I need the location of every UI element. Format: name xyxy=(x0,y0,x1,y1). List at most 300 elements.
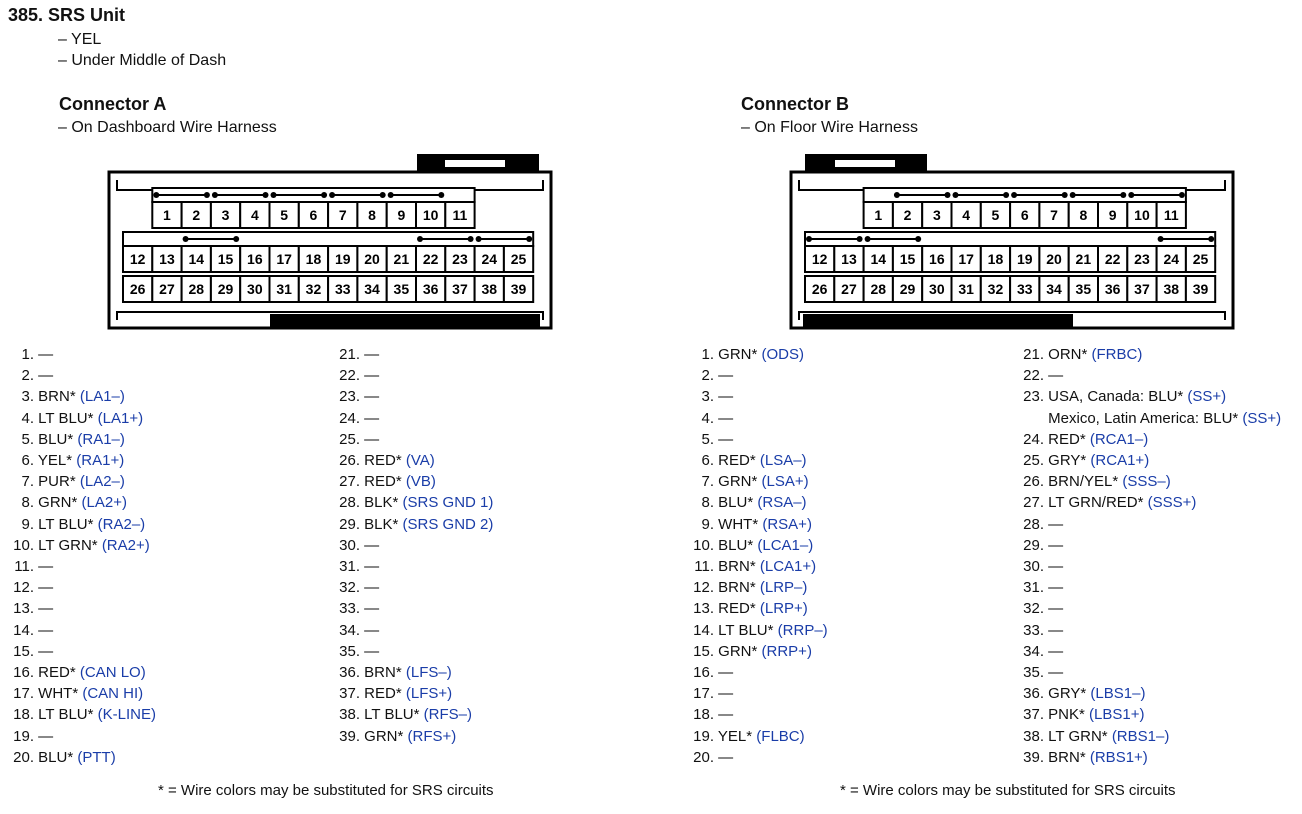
signal-name: (RSA+) xyxy=(762,515,812,533)
pin-row xyxy=(10,556,156,577)
pin-label: 33 xyxy=(334,281,351,297)
signal-name: (LCA1+) xyxy=(759,558,817,576)
short-dot xyxy=(417,236,423,242)
short-dot xyxy=(894,192,900,198)
wire-color: BLU* xyxy=(38,748,74,766)
connector-b-location: – On Floor Wire Harness xyxy=(741,119,918,136)
signal-name: (CAN HI) xyxy=(82,685,144,703)
pin-number: 38. xyxy=(339,706,360,724)
wire-color: BRN* xyxy=(718,579,756,597)
wire-color: GRY* xyxy=(1048,452,1087,470)
pin-number: 27. xyxy=(339,473,360,491)
pin-number: 10. xyxy=(693,536,714,554)
pin-row xyxy=(688,471,828,492)
pin-row xyxy=(334,365,493,386)
signal-name: (RRP–) xyxy=(777,621,828,639)
pin-label: 28 xyxy=(188,281,205,297)
short-dot xyxy=(380,192,386,198)
pin-label: 25 xyxy=(1192,251,1209,267)
pin-label: 31 xyxy=(958,281,974,297)
short-dot xyxy=(1128,192,1134,198)
pin-number: 4. xyxy=(21,409,34,427)
pin-row xyxy=(1014,683,1281,704)
wire-color: — xyxy=(38,621,54,639)
connector-a-title: Connector A xyxy=(59,94,167,114)
pin-number: 21. xyxy=(339,346,360,363)
pin-number: 25. xyxy=(1023,452,1044,470)
pin-row xyxy=(334,726,493,747)
pin-row xyxy=(334,662,493,683)
pin-number: 4. xyxy=(701,409,714,427)
pin-row xyxy=(1014,514,1281,535)
pin-label: 22 xyxy=(1104,251,1121,267)
pin-row xyxy=(688,556,828,577)
wire-color: — xyxy=(364,367,380,385)
wire-color: — xyxy=(1048,367,1064,385)
short-dot xyxy=(153,192,159,198)
pin-row xyxy=(688,598,828,619)
pin-row xyxy=(334,344,493,365)
pin-row xyxy=(688,344,828,365)
pin-row xyxy=(688,641,828,662)
wire-color: WHT* xyxy=(38,685,79,703)
pin-number: 7. xyxy=(21,473,34,491)
pin-number: 12. xyxy=(13,579,34,597)
pin-row xyxy=(334,598,493,619)
pin-number: 24. xyxy=(1023,430,1044,448)
wire-color: — xyxy=(364,536,380,554)
pin-number: 24. xyxy=(339,409,360,427)
signal-name: (ODS) xyxy=(761,346,805,363)
pin-label: 11 xyxy=(1163,207,1179,223)
pin-row xyxy=(10,662,156,683)
pin-label: 7 xyxy=(1050,207,1058,223)
pin-row xyxy=(334,514,493,535)
pin-label: 9 xyxy=(397,207,406,223)
pin-label: 34 xyxy=(364,281,380,297)
wire-color: — xyxy=(364,558,380,576)
pin-row xyxy=(1014,747,1281,768)
connector-b-footnote: * = Wire colors may be substituted for SRS circuits xyxy=(840,782,1176,799)
short-dot xyxy=(1070,192,1076,198)
short-dot xyxy=(1158,236,1164,242)
short-dot xyxy=(915,236,921,242)
pin-number: 33. xyxy=(1023,621,1044,639)
wire-color: — xyxy=(1048,579,1064,597)
pin-number: 8. xyxy=(701,494,714,512)
page-title: 385. SRS Unit xyxy=(8,5,126,25)
signal-name: (LA2–) xyxy=(79,473,125,491)
pin-label: 12 xyxy=(811,251,828,267)
pin-number: 1. xyxy=(21,346,34,363)
pin-label: 16 xyxy=(247,251,263,267)
pin-number: 1. xyxy=(701,346,714,363)
pin-row xyxy=(10,620,156,641)
signal-name: (RA1+) xyxy=(76,452,125,470)
pin-row xyxy=(10,471,156,492)
connector-b-pins-col1 xyxy=(688,344,828,768)
pin-number: 31. xyxy=(339,558,360,576)
pin-row xyxy=(1014,598,1281,619)
pin-number: 15. xyxy=(693,642,714,660)
wire-color: YEL* xyxy=(717,727,753,745)
wire-color: LT BLU* xyxy=(38,515,94,533)
wire-color: — xyxy=(38,642,54,660)
pin-row xyxy=(1014,577,1281,598)
pin-row xyxy=(10,450,156,471)
signal-name: (RFS+) xyxy=(407,727,457,745)
pin-label: 15 xyxy=(217,251,234,267)
pin-number: 37. xyxy=(1023,706,1044,724)
signal-name: (SS+) xyxy=(1187,388,1227,406)
signal-name: (LFS–) xyxy=(405,664,452,682)
pin-row xyxy=(334,386,493,407)
pin-number: 26. xyxy=(339,452,360,470)
pin-label: 12 xyxy=(129,251,146,267)
pin-row xyxy=(10,365,156,386)
pin-row xyxy=(1014,408,1281,429)
wire-color: ORN* xyxy=(1048,346,1088,363)
connector-a-diagram xyxy=(105,152,555,332)
signal-name: (LRP+) xyxy=(759,600,808,618)
signal-name: (LSA+) xyxy=(761,473,809,491)
pin-number: 16. xyxy=(693,664,714,682)
pin-row xyxy=(688,704,828,725)
pin-row xyxy=(688,535,828,556)
wire-color: RED* xyxy=(1048,430,1086,448)
pin-number: 5. xyxy=(701,430,714,448)
pin-label: 35 xyxy=(393,281,410,297)
signal-name: (SRS GND 1) xyxy=(402,494,494,512)
connector-a-pins-col2 xyxy=(334,344,493,747)
signal-name: (RFS–) xyxy=(423,706,472,724)
pin-label: 38 xyxy=(481,281,498,297)
wire-color: — xyxy=(38,558,54,576)
signal-name: (LBS1+) xyxy=(1089,706,1145,724)
pin-label: 28 xyxy=(870,281,887,297)
pin-number: 3. xyxy=(701,388,714,406)
wire-color: BRN* xyxy=(364,664,402,682)
short-dot xyxy=(953,192,959,198)
pin-label: 32 xyxy=(987,281,1004,297)
connector-b-title: Connector B xyxy=(741,94,849,114)
pin-number: 12. xyxy=(693,579,714,597)
pin-row xyxy=(334,683,493,704)
wire-color: BLK* xyxy=(364,515,399,533)
signal-name: (RCA1+) xyxy=(1090,452,1150,470)
pin-number: 33. xyxy=(339,600,360,618)
pin-label: 15 xyxy=(899,251,916,267)
pin-number: 14. xyxy=(13,621,34,639)
pin-row xyxy=(1014,386,1281,407)
pin-label: 5 xyxy=(280,207,289,223)
pin-number: 20. xyxy=(13,748,34,766)
pin-row xyxy=(1014,450,1281,471)
unit-location: – Under Middle of Dash xyxy=(58,52,227,69)
wire-color: GRN* xyxy=(718,346,758,363)
signal-name: (LCA1–) xyxy=(757,536,814,554)
pin-number: 23. xyxy=(339,388,360,406)
signal-name: (RBS1–) xyxy=(1111,727,1170,745)
pin-row xyxy=(1014,620,1281,641)
pin-row xyxy=(334,556,493,577)
pin-row xyxy=(334,429,493,450)
pin-number: 34. xyxy=(1023,642,1044,660)
pin-number: 11. xyxy=(14,558,34,576)
pin-number: 32. xyxy=(1023,600,1044,618)
pin-label: 23 xyxy=(1134,251,1150,267)
wire-color: BRN* xyxy=(1048,748,1086,766)
pin-number: 18. xyxy=(13,706,34,724)
wire-color: — xyxy=(718,367,734,385)
short-dot xyxy=(857,236,863,242)
pin-number: 9. xyxy=(21,515,34,533)
wire-color: USA, Canada: BLU* xyxy=(1048,388,1184,406)
pin-row xyxy=(688,747,828,768)
wire-color: — xyxy=(38,727,54,745)
pin-number: 30. xyxy=(1023,558,1044,576)
signal-name: (PTT) xyxy=(77,748,116,766)
short-dot xyxy=(183,236,189,242)
pin-row xyxy=(1014,556,1281,577)
pin-number: 15. xyxy=(13,642,34,660)
pin-number: 31. xyxy=(1023,579,1044,597)
pin-row xyxy=(10,641,156,662)
pin-row xyxy=(10,577,156,598)
pin-label: 20 xyxy=(364,251,380,267)
wire-color: LT GRN/RED* xyxy=(1048,494,1144,512)
wire-color: BLU* xyxy=(38,430,74,448)
pin-row xyxy=(334,620,493,641)
pin-label: 36 xyxy=(422,281,439,297)
wire-color: — xyxy=(364,642,380,660)
short-dot xyxy=(865,236,871,242)
pin-row xyxy=(688,386,828,407)
short-dot xyxy=(438,192,444,198)
connector-a-pins-col1 xyxy=(10,344,156,768)
wire-color: RED* xyxy=(718,452,756,470)
pin-label: 29 xyxy=(899,281,916,297)
signal-name: (RSA–) xyxy=(757,494,807,512)
pin-row xyxy=(1014,492,1281,513)
wire-color: RED* xyxy=(364,452,402,470)
wire-color: BRN* xyxy=(718,558,756,576)
wire-color: — xyxy=(38,367,54,385)
pin-row xyxy=(334,471,493,492)
pin-number: 25. xyxy=(339,430,360,448)
wire-color: LT BLU* xyxy=(38,706,94,724)
pin-number: 2. xyxy=(701,367,714,385)
pin-label: 32 xyxy=(305,281,322,297)
pin-label: 37 xyxy=(1134,281,1150,297)
signal-name: (K-LINE) xyxy=(97,706,156,724)
wire-color: LT BLU* xyxy=(38,409,94,427)
pin-row xyxy=(10,535,156,556)
pin-row xyxy=(10,704,156,725)
wire-color: GRN* xyxy=(718,642,758,660)
wire-color: — xyxy=(1048,515,1064,533)
wire-color: BLU* xyxy=(718,494,754,512)
pin-label: 39 xyxy=(1192,281,1209,297)
wire-color: BLU* xyxy=(718,536,754,554)
signal-name: (RA2–) xyxy=(97,515,146,533)
pin-row xyxy=(1014,471,1281,492)
pin-number: 19. xyxy=(13,727,34,745)
pin-number: 17. xyxy=(13,685,34,703)
pin-row xyxy=(10,726,156,747)
pin-label: 10 xyxy=(1134,207,1150,223)
pin-number: 2. xyxy=(21,367,34,385)
pin-label: 19 xyxy=(334,251,351,267)
wire-color: LT GRN* xyxy=(38,536,98,554)
short-dot xyxy=(1208,236,1214,242)
signal-name: (SSS–) xyxy=(1122,473,1171,491)
short-dot xyxy=(526,236,532,242)
pin-row xyxy=(1014,704,1281,725)
pin-row xyxy=(688,662,828,683)
pin-label: 24 xyxy=(481,251,498,267)
pin-label: 31 xyxy=(276,281,292,297)
pin-number: 34. xyxy=(339,621,360,639)
wire-color: GRN* xyxy=(364,727,404,745)
short-dot xyxy=(468,236,474,242)
short-dot xyxy=(233,236,239,242)
pin-row xyxy=(10,514,156,535)
pin-label: 23 xyxy=(452,251,468,267)
pin-number: 20. xyxy=(693,748,714,766)
pin-row xyxy=(10,408,156,429)
pin-row xyxy=(334,641,493,662)
pin-label: 6 xyxy=(309,207,318,223)
wire-color: GRN* xyxy=(38,494,78,512)
pin-row xyxy=(688,450,828,471)
short-dot xyxy=(806,236,812,242)
wire-color: YEL* xyxy=(37,452,73,470)
pin-number: 27. xyxy=(1023,494,1044,512)
pin-number: 38. xyxy=(1023,727,1044,745)
pin-label: 6 xyxy=(1020,207,1029,223)
short-dot xyxy=(388,192,394,198)
pin-row xyxy=(334,408,493,429)
pin-label: 18 xyxy=(305,251,322,267)
signal-name: (FRBC) xyxy=(1091,346,1143,363)
pin-label: 2 xyxy=(903,207,912,223)
wire-color: LT BLU* xyxy=(364,706,420,724)
pin-label: 35 xyxy=(1075,281,1092,297)
pin-label: 19 xyxy=(1016,251,1033,267)
pin-label: 14 xyxy=(870,251,887,267)
short-dot xyxy=(321,192,327,198)
pin-label: 1 xyxy=(163,207,171,223)
wire-color: GRN* xyxy=(718,473,758,491)
pin-label: 26 xyxy=(129,281,146,297)
pin-number: 22. xyxy=(1023,367,1044,385)
wire-color: — xyxy=(718,664,734,682)
pin-row xyxy=(688,577,828,598)
pin-number: 36. xyxy=(339,664,360,682)
pin-row xyxy=(10,598,156,619)
pin-number: 6. xyxy=(21,452,34,470)
pin-row xyxy=(334,577,493,598)
pin-number: 29. xyxy=(1023,536,1044,554)
wire-color: GRY* xyxy=(1048,685,1087,703)
wire-color: — xyxy=(718,748,734,766)
signal-name: (LBS1–) xyxy=(1090,685,1146,703)
connector-a-location: – On Dashboard Wire Harness xyxy=(58,119,277,136)
pin-number: 5. xyxy=(21,430,34,448)
pin-row xyxy=(10,386,156,407)
wire-color: — xyxy=(718,706,734,724)
pin-row xyxy=(688,429,828,450)
signal-name: (RA1–) xyxy=(77,430,125,448)
pin-row xyxy=(10,747,156,768)
pin-number: 16. xyxy=(13,664,34,682)
pin-row xyxy=(10,344,156,365)
short-dot xyxy=(1003,192,1009,198)
signal-name: (FLBC) xyxy=(756,727,805,745)
wire-color: — xyxy=(1048,600,1064,618)
pin-label: 30 xyxy=(247,281,263,297)
pin-row xyxy=(688,365,828,386)
pin-label: 8 xyxy=(1079,207,1088,223)
wire-color: — xyxy=(364,579,380,597)
pin-number: 8. xyxy=(21,494,34,512)
pin-number: 10. xyxy=(13,536,34,554)
wire-color: — xyxy=(1048,642,1064,660)
pin-row xyxy=(10,492,156,513)
connector-a-footnote: * = Wire colors may be substituted for SRS circuits xyxy=(158,782,494,799)
pin-number: 18. xyxy=(693,706,714,724)
short-dot xyxy=(1120,192,1126,198)
signal-name: (SS+) xyxy=(1242,409,1282,427)
short-dot xyxy=(945,192,951,198)
wire-color: LT GRN* xyxy=(1048,727,1108,745)
wire-color: PUR* xyxy=(38,473,76,491)
pin-label: 25 xyxy=(510,251,527,267)
short-dot xyxy=(329,192,335,198)
pin-label: 13 xyxy=(841,251,857,267)
pin-row xyxy=(1014,365,1281,386)
pin-label: 33 xyxy=(1016,281,1033,297)
pin-row xyxy=(10,429,156,450)
short-dot xyxy=(212,192,218,198)
wire-color: — xyxy=(364,388,380,406)
signal-name: (RA2+) xyxy=(101,536,150,554)
signal-name: (LSA–) xyxy=(759,452,807,470)
wire-color: — xyxy=(364,346,380,363)
wire-color: RED* xyxy=(364,685,402,703)
pin-row xyxy=(1014,641,1281,662)
short-dot xyxy=(1179,192,1185,198)
pin-label: 2 xyxy=(192,207,201,223)
pin-number: 30. xyxy=(339,536,360,554)
signal-name: (VA) xyxy=(405,452,435,470)
short-dot xyxy=(1062,192,1068,198)
wire-color: — xyxy=(364,621,380,639)
pin-label: 18 xyxy=(987,251,1004,267)
pin-number: 39. xyxy=(1023,748,1044,766)
pin-number: 36. xyxy=(1023,685,1044,703)
short-dot xyxy=(476,236,482,242)
pin-row xyxy=(334,704,493,725)
pin-label: 4 xyxy=(250,207,259,223)
pin-label: 39 xyxy=(510,281,527,297)
pin-label: 9 xyxy=(1108,207,1117,223)
pin-label: 26 xyxy=(811,281,828,297)
wire-color: BRN/YEL* xyxy=(1048,473,1119,491)
pin-label: 13 xyxy=(159,251,175,267)
pin-label: 38 xyxy=(1163,281,1180,297)
